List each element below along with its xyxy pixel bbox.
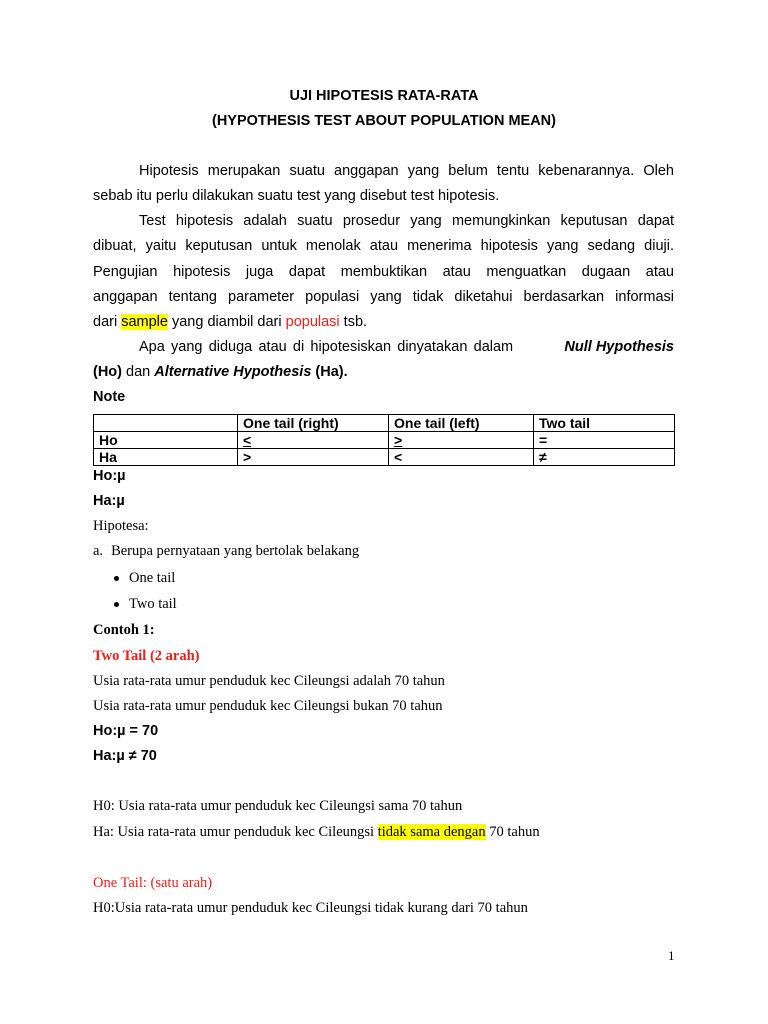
para2-text-a: dari — [93, 314, 122, 330]
ha-text-b: 70 tahun — [485, 824, 540, 840]
ha-term: (Ha). — [311, 364, 348, 380]
sample-highlight: sample — [121, 314, 168, 330]
example-line: Usia rata-rata umur penduduk kec Cileungsi adalah 70 tahun — [93, 673, 445, 689]
two-tail-heading: Two Tail (2 arah) — [93, 648, 200, 664]
list-marker: a. — [93, 543, 104, 559]
page-number: 1 — [668, 948, 675, 963]
bullet-dot-icon — [114, 576, 119, 581]
para2-line3: Pengujian hipotesis juga dapat membuktikan atau menguatkan dugaan atau — [93, 264, 674, 280]
example-line: Usia rata-rata umur penduduk kec Cileungsi bukan 70 tahun — [93, 698, 443, 714]
table-cell — [389, 432, 534, 449]
para2-text-c: tsb. — [339, 314, 368, 330]
para2-line1: Test hipotesis adalah suatu prosedur yang memungkinkan keputusan dapat — [139, 213, 674, 229]
table-cell: > — [238, 449, 389, 466]
hipotesa-label: Hipotesa: — [93, 518, 149, 534]
alternative-hypothesis-term: Alternative Hypothesis — [154, 364, 312, 380]
hypothesis-table — [93, 414, 675, 466]
table-cell: < — [389, 449, 534, 466]
doc-title-line1: UJI HIPOTESIS RATA-RATA — [289, 88, 479, 104]
ha-mu: Ha:µ — [93, 493, 125, 509]
one-tail-heading: One Tail: (satu arah) — [93, 875, 213, 891]
h0-one-tail-statement: H0:Usia rata-rata umur penduduk kec Cileungsi tidak kurang dari 70 tahun — [93, 900, 528, 916]
ho-mu: Ho:µ — [93, 468, 126, 484]
table-header-cell — [94, 415, 238, 432]
ha-text-a: Ha: Usia rata-rata umur penduduk kec Cileungsi — [93, 824, 378, 840]
ho-equals-70: Ho:µ = 70 — [93, 723, 159, 739]
para1-line2: sebab itu perlu dilakukan suatu test yang disebut test hipotesis. — [93, 188, 500, 204]
table-row — [94, 432, 675, 449]
para2-text-b: yang diambil dari — [167, 314, 286, 330]
h0-statement: H0: Usia rata-rata umur penduduk kec Cileungsi sama 70 tahun — [93, 798, 463, 814]
tidak-sama-highlight: tidak sama dengan — [377, 824, 486, 840]
list-text: Berupa pernyataan yang bertolak belakang — [111, 543, 360, 559]
ho-term: (Ho) — [93, 364, 122, 380]
table-cell: Ha — [94, 449, 238, 466]
list-item-a — [93, 543, 359, 560]
null-hypothesis-term: Null Hypothesis — [564, 339, 674, 355]
table-cell: Ho — [94, 432, 238, 449]
table-row — [94, 449, 675, 466]
table-header-cell: One tail (right) — [238, 415, 389, 432]
para1-line1: Hipotesis merupakan suatu anggapan yang belum tentu kebenarannya. Oleh — [139, 163, 674, 179]
ha-not-equals-70: Ha:µ ≠ 70 — [93, 748, 157, 764]
para3-dan: dan — [122, 364, 155, 380]
table-cell: = — [534, 432, 675, 449]
table-header-row — [94, 415, 675, 432]
doc-title-line2: (HYPOTHESIS TEST ABOUT POPULATION MEAN) — [212, 113, 556, 129]
para3-line2 — [93, 364, 348, 380]
populasi-red-text: populasi — [285, 314, 340, 330]
table-cell-value: < — [243, 432, 252, 448]
para2-line4: anggapan tentang parameter populasi yang tidak diketahui berdasarkan informasi — [93, 289, 674, 305]
para3-line1 — [139, 339, 674, 355]
bullet-item: Two tail — [129, 596, 177, 612]
table-header-cell: Two tail — [534, 415, 675, 432]
note-label: Note — [93, 389, 126, 405]
para2-line5 — [93, 314, 367, 330]
table-cell-value: > — [394, 432, 403, 448]
ha-statement — [93, 824, 540, 841]
table-cell: ≠ — [534, 449, 675, 466]
table-header-cell: One tail (left) — [389, 415, 534, 432]
bullet-item: One tail — [129, 570, 176, 586]
table-cell — [238, 432, 389, 449]
para3-text-a: Apa yang diduga atau di hipotesiskan dinyatakan dalam — [139, 339, 514, 355]
bullet-dot-icon — [114, 602, 119, 607]
para2-line2: dibuat, yaitu keputusan untuk menolak atau menerima hipotesis yang sedang diuji. — [93, 238, 674, 254]
contoh-heading: Contoh 1: — [93, 622, 155, 638]
